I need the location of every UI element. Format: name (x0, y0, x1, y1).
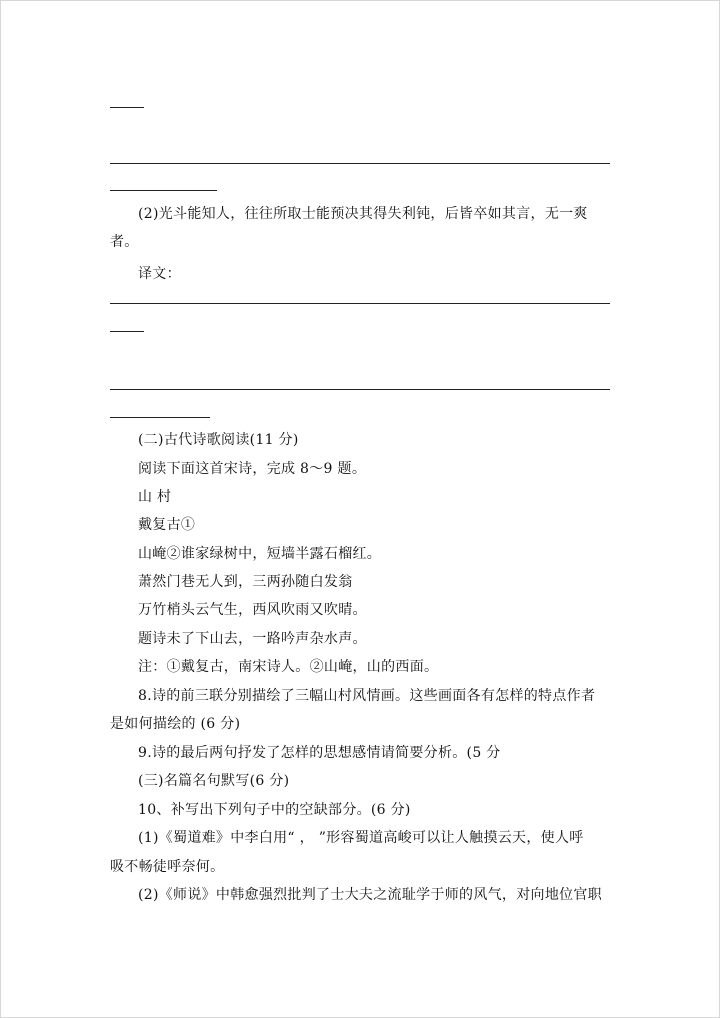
poem-title: 山 村 (138, 489, 172, 505)
question-7-2: (2)光斗能知人，往往所取士能预决其得失利钝，后皆卒如其言，无一爽 (138, 206, 588, 222)
poem-note: 注：①戴复古，南宋诗人。②山崦，山的西面。 (138, 659, 439, 675)
question-10-1-continued: 吸不畅徒呼奈何。 (110, 859, 225, 875)
poem-line: 萧然门巷无人到，三两孙随白发翁 (138, 574, 353, 590)
answer-line[interactable] (110, 107, 144, 108)
section-2-instruction: 阅读下面这首宋诗，完成 8～9 题。 (138, 461, 367, 477)
answer-line[interactable] (110, 163, 610, 164)
answer-line[interactable] (110, 331, 144, 332)
question-10-2: (2)《师说》中韩愈强烈批判了士大夫之流耻学于师的风气，对向地位官职 (138, 887, 603, 903)
answer-line[interactable] (110, 303, 610, 304)
answer-line[interactable] (110, 389, 610, 390)
poem-author: 戴复古① (138, 517, 196, 533)
poem-line: 万竹梢头云气生，西风吹雨又吹晴。 (138, 602, 367, 618)
translation-label: 译文： (138, 266, 181, 282)
question-8: 8.诗的前三联分别描绘了三幅山村风情画。这些画面各有怎样的特点作者 (138, 688, 596, 704)
section-2-heading: (二)古代诗歌阅读(11 分) (138, 432, 299, 448)
poem-line: 题诗未了下山去，一路吟声杂水声。 (138, 631, 367, 647)
question-10: 10、补写出下列句子中的空缺部分。(6 分) (138, 802, 411, 818)
question-9: 9.诗的最后两句抒发了怎样的思想感情请简要分析。(5 分 (138, 745, 501, 761)
answer-line[interactable] (110, 417, 210, 418)
section-3-heading: (三)名篇名句默写(6 分) (138, 773, 290, 789)
question-8-continued: 是如何描绘的 (6 分) (110, 716, 241, 732)
poem-line: 山崦②谁家绿树中，短墙半露石榴红。 (138, 546, 382, 562)
question-7-2-continued: 者。 (110, 234, 139, 250)
question-10-1: (1)《蜀道难》中李白用“ ， ”形容蜀道高峻可以让人触摸云天，使人呼 (138, 830, 584, 846)
answer-line[interactable] (110, 190, 217, 191)
